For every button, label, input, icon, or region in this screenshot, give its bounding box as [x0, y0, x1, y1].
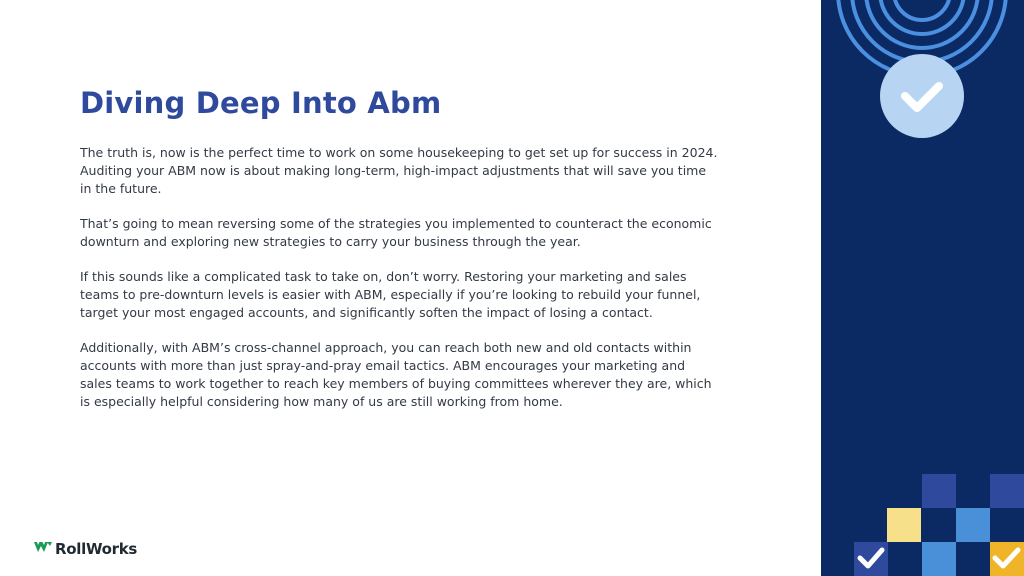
- decorative-side-panel: [821, 0, 1024, 576]
- decorative-graphics: [821, 0, 1024, 576]
- main-content: [80, 86, 720, 428]
- paragraph-4: Additionally, with ABM’s cross-channel approach, you can reach both new and old contacts within accounts with more than just spray-and-pray email tactics. ABM encourages your marketing and sales teams to work together to reach key members of buying committees wherever they are, which is especially helpful considering how many of us are still working from home.: [80, 340, 712, 409]
- page-title: Diving Deep Into Abm: [80, 86, 442, 120]
- check-circle: [880, 54, 964, 138]
- paragraph-2: That’s going to mean reversing some of the strategies you implemented to counteract the economic downturn and exploring new strategies to carry your business through the year.: [80, 216, 712, 249]
- paragraph-1: The truth is, now is the perfect time to work on some housekeeping to get set up for success in 2024. Auditing your ABM now is about making long-term, high-impact adjustments that will save you time in the future.: [80, 145, 718, 196]
- paragraph-3: If this sounds like a complicated task to take on, don’t worry. Restoring your marketing and sales teams to pre-downturn levels is easier with ABM, especially if you’re looking to rebuild your funnel, target your most engaged accounts, and significantly soften the impact of losing a contact.: [80, 269, 701, 320]
- rollworks-logo: [34, 539, 137, 559]
- logo-wordmark: RollWorks: [55, 540, 138, 558]
- rollworks-logo-icon: [34, 540, 52, 558]
